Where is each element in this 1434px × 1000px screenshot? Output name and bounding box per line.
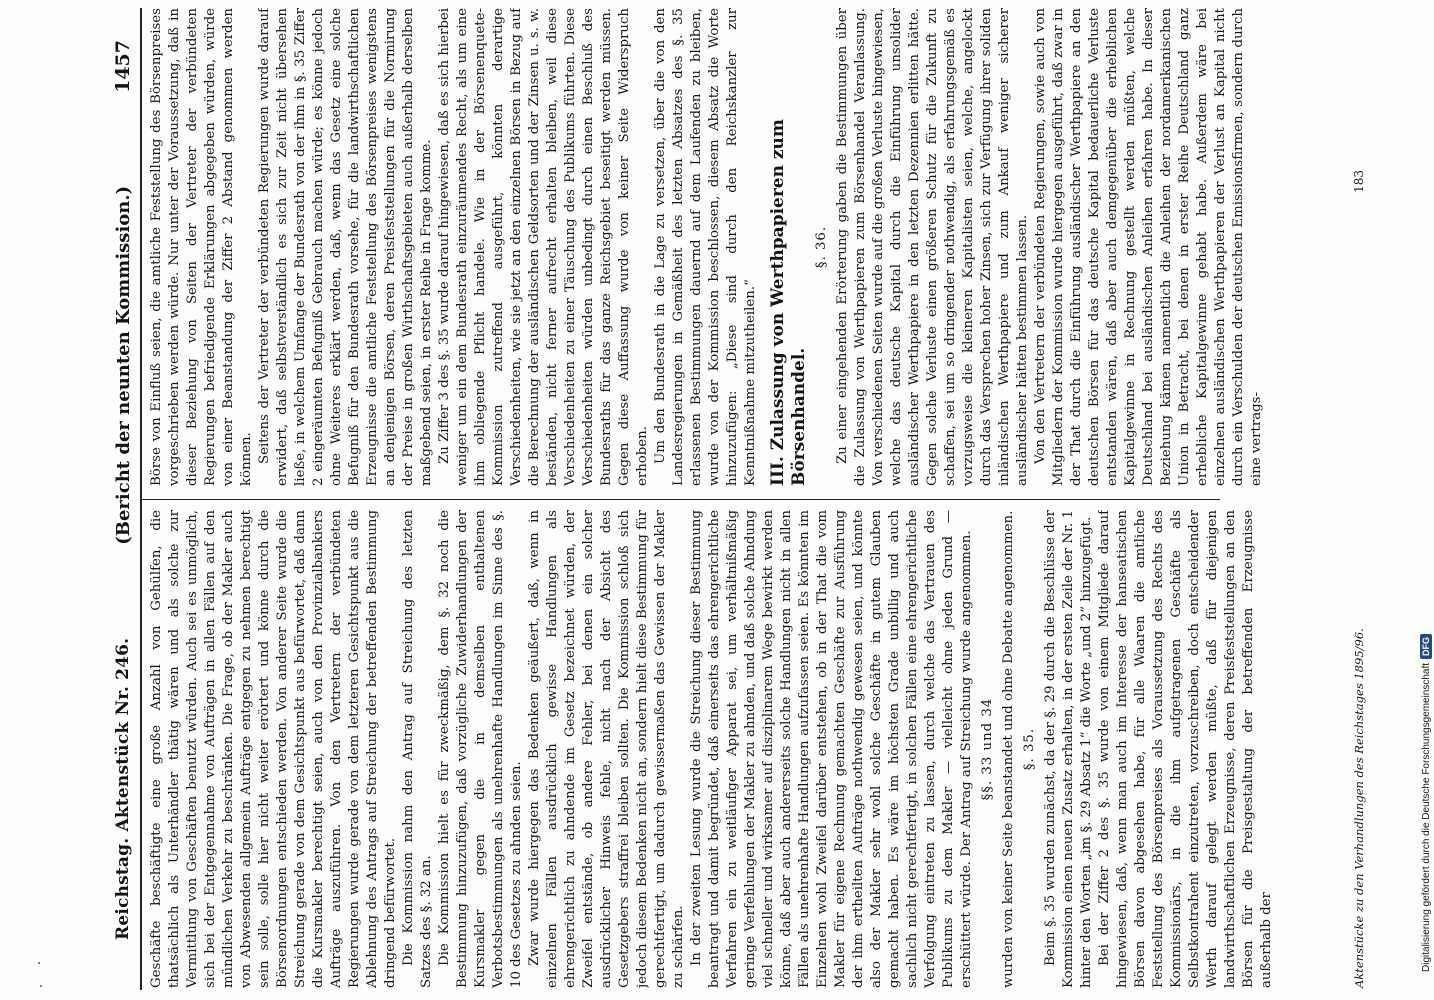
paragraph: Die Kommission nahm den Antrag auf Streichung des letzten Satzes des §. 32 an.	[401, 510, 434, 988]
right-column	[148, 8, 1350, 486]
section-heading-36: §. 36.	[814, 225, 829, 269]
paragraph: Zwar wurde hiergegen das Bedenken geäußert, daß, wenn in einzelnen Fällen ausdrücklich gewisse Handlungen als ehrengerichtlich zu ahndende im Gesetz bezeichnet würden, der Zweifel entstände, ob andere Fehler, bei denen ein solcher ausdrücklicher Hinweis fehle, nicht nach der Absicht des Gesetzgebers straffrei bleiben sollten. Die Kommission schloß sich jedoch diesem Bedenken nicht an, sondern hielt diese Bestimmung für gerechtfertigt, um dadurch gewissermaßen das Gewissen der Makler zu schärfen.	[527, 510, 686, 988]
paragraph: Die Kommission hielt es für zweckmäßig, dem §. 32 noch die Bestimmung hinzuzufügen, daß vorzügliche Zuwiderhandlungen der Kursmakler gegen die in demselben enthaltenen Verbotsbestimmungen als unehrenhafte Handlungen im Sinne des §. 10 des Gesetzes zu ahnden seien.	[437, 510, 524, 988]
paragraph: Zu Ziffer 3 des §. 35 wurde darauf hingewiesen, daß es sich hierbei weniger um ein dem Bundesrath einzuräumendes Recht, als um eine ihm obliegende Pflicht handele. Wie in der Börsenenquete-Kommission zutreffend ausgeführt, könnten derartige Verschiedenheiten, wie sie jetzt an den einzelnen Börsen in Bezug auf die Berechnung der ausländischen Geldsorten und der Zinsen u. s. w. beständen, nicht ferner aufrecht erhalten bleiben, weil diese Verschiedenheiten zu einer Täuschung des Publikums führten. Diese Verschiedenheiten würden unbedingt durch einen Beschluß des Bundesraths für das ganze Reichsgebiet beseitigt werden müssen. Gegen diese Auffassung wurde von keiner Seite Widerspruch erhoben.	[437, 8, 650, 486]
sheet-number: 183	[1352, 170, 1366, 193]
paragraph: Zu einer eingehenden Erörterung gaben die Bestimmungen über die Zulassung von Werthpapieren zum Börsenhandel Veranlassung. Von verschiedenen Seiten wurde auf die großen Verluste hingewiesen, welche das deutsche Kapital durch die Einführung unsolider ausländischer Werthpapiere in den letzten Dezennien erlitten hätte. Gegen solche Verluste einen größeren Schutz für die Zukunft zu schaffen, sei um so dringender nothwendig, als erfahrungsgemäß es vorzugsweise die kleineren Kapitalisten seien, welche, angelockt durch das Versprechen hoher Zinsen, sich zur Verfügung ihrer soliden inländischen Werthpapiere und zum Ankauf weniger sicherer ausländischer hätten bestimmen lassen.	[835, 8, 1030, 486]
paragraph: Von den Vertretern der verbündeten Regierungen, sowie auch von Mitgliedern der Kommission wurde hiergegen ausgeführt, daß zwar in der That durch die Einführung ausländischer Werthpapiere an den deutschen Börsen für das deutsche Kapital bedauerliche Verluste entstanden wären, daß aber auch demgegenüber die erheblichen Kapitalgewinne in Rechnung gestellt werden müßten, welche Deutschland bei ausländischen Anleihen erfahren habe. In dieser Beziehung kämen namentlich die Anleihen der nordamerikanischen Union in Betracht, bei denen in erster Reihe Deutschland ganz erhebliche Kapitalgewinne gehabt habe. Außerdem wäre bei einzelnen ausländischen Werthpapieren der Verlust an Kapital nicht durch ein Verschulden der deutschen Emissionsfirmen, sondern durch eine vertrags-	[1033, 8, 1264, 486]
chapter-heading: III. Zulassung von Werthpapieren zum Börsenhandel.	[768, 119, 809, 486]
dfg-logo-icon: DFG	[1420, 634, 1432, 659]
paragraph: Seitens der Vertreter der verbündeten Regierungen wurde darauf erwidert, daß selbstverständlich es sich zur Zeit nicht übersehen ließe, in welchem Umfange der Bundesrath von der ihm in §. 35 Ziffer 2 eingeräumten Befugniß Gebrauch machen würde; es könne jedoch ohne Weiteres erklärt werden, daß, wenn das Gesetz eine solche Befugniß für den Bundesrath vorsehe, für die landwirthschaftlichen Erzeugnisse die amtliche Feststellung des Börsenpreises wenigstens an denjenigen Börsen, deren Preisfeststellungen für die Normirung der Preise in großen Wirthschaftsgebieten auch außerhalb derselben maßgebend seien, in erster Reihe in Frage komme.	[257, 8, 434, 486]
paragraph: Börse von Einfluß seien, die amtliche Feststellung des Börsenpreises vorgeschrieben werden würde. Nur unter der Voraussetzung, daß in dieser Beziehung von Seiten der Vertreter der verbündeten Regierungen befriedigende Erklärungen abgegeben würden, würde von einer Beanstandung der Ziffer 2 Abstand genommen werden können.	[149, 8, 254, 486]
column-divider	[142, 499, 1220, 500]
paragraph: Um den Bundesrath in die Lage zu versetzen, über die von den Landesregierungen in Gemäßheit des letzten Absatzes des §. 35 erlassenen Bestimmungen dauernd auf dem Laufenden zu bleiben, wurde von der Kommission beschlossen, diesem Absatz die Worte hinzuzufügen: „Diese sind durch den Reichskanzler zur Kenntnißnahme mitzutheilen.“	[653, 8, 758, 486]
left-column	[148, 510, 1350, 988]
digitization-note: Digitalisierung gefördert durch die Deutsche Forschungsgemeinschaft	[1420, 662, 1432, 972]
paragraph: Bei der Ziffer 2 des §. 35 wurde von einem Mitgliede darauf hingewiesen, daß, wenn man auch im Interesse der hanseatischen Börsen davon abgesehen habe, für alle Waaren die amtliche Feststellung des Börsenpreises als Voraussetzung des Rechts des Kommissionärs, in die ihm aufgetragenen Geschäfte als Selbstkontrahent einzutreten, vorzuschreiben, doch entscheidender Werth darauf gelegt werden müßte, daß für diejenigen landwirthschaftlichen Erzeugnisse, deren Preisfeststellungen an den Börsen für die Preisgestaltung der betreffenden Erzeugnisse außerhalb der	[1097, 510, 1274, 988]
footnote: Aktenstücke zu den Verhandlungen des Reichstages 1895/96.	[1352, 628, 1366, 988]
scan-speck	[40, 985, 42, 987]
paragraph: Beim §. 35 wurden zunächst, da der §. 29 durch die Beschlüsse der Kommission einen neuen Zusatz erhalten, in der ersten Zeile der Nr. 1 hinter den Worten „im §. 29 Absatz 1“ die Worte „und 2“ hinzugefügt.	[1043, 510, 1094, 988]
paragraph: Geschäfte beschäftigte eine große Anzahl von Gehülfen, die thatsächlich als Unterhändler thätig wären und als solche zur Vermittlung von Geschäften benutzt würden. Auch sei es unmöglich, sich bei der Entgegennahme von Aufträgen in allen Fällen auf den mündlichen Verkehr zu beschränken. Die Frage, ob der Makler auch von Abwesenden allgemein Aufträge entgegen zu nehmen berechtigt sein solle, solle hier nicht weiter erörtert und könne durch die Börsenordnungen entschieden werden. Von anderer Seite wurde die Streichung gerade von dem Gesichtspunkt aus befürwortet, daß dann die Kursmakler berechtigt seien, auch von den Provinzialbankiers Aufträge auszuführen. Von den Vertretern der verbündeten Regierungen wurde gerade von dem letzteren Gesichtspunkt aus die Ablehnung des Antrags auf Streichung der betreffenden Bestimmung dringend befürwortet.	[149, 510, 398, 988]
running-head: Reichstag. Aktenstück Nr. 246.	[113, 637, 133, 940]
page-header	[106, 40, 140, 940]
section-heading-35: §. 35.	[1022, 727, 1037, 771]
section-heading-33-34: §§. 33 und 34	[980, 697, 995, 801]
scan-speck	[38, 962, 40, 964]
paragraph: wurden von keiner Seite beanstandet und ohne Debatte angenommen.	[1001, 510, 1016, 988]
page-number: 1457	[112, 40, 134, 93]
report-subject: (Bericht der neunten Kommission.)	[112, 185, 134, 545]
paragraph: In der zweiten Lesung wurde die Streichung dieser Bestimmung beantragt und damit begründet, daß einerseits das ehrengerichtliche Verfahren ein zu weitläufiger Apparat sei, um verhältnißmäßig geringe Verfehlungen der Makler zu ahnden, und daß solche Ahndung viel schneller und wirksamer auf disziplinarem Wege bewirkt werden könne, daß aber auch andererseits solche Handlungen nicht in allen Fällen als unehrenhafte Handlungen aufzufassen seien. Es könnten im Einzelnen wohl Zweifel darüber entstehen, ob in der That die vom Makler für eigene Rechnung gemachten Geschäfte zur Ausführung der ihm ertheilten Aufträge nothwendig gewesen seien, und könnte also der Makler sehr wohl solche Geschäfte in gutem Glauben gemacht haben. Es wäre im höchsten Grade unbillig und auch sachlich nicht gerechtfertigt, in solchen Fällen eine ehrengerichtliche Verfolgung eintreten zu lassen, durch welche das Vertrauen des Publikums zu dem Makler — vielleicht ohne jeden Grund — erschüttert würde. Der Antrag auf Streichung wurde angenommen.	[689, 510, 974, 988]
rotated-page	[100, 0, 1420, 1000]
digitization-credit	[1420, 634, 1432, 972]
